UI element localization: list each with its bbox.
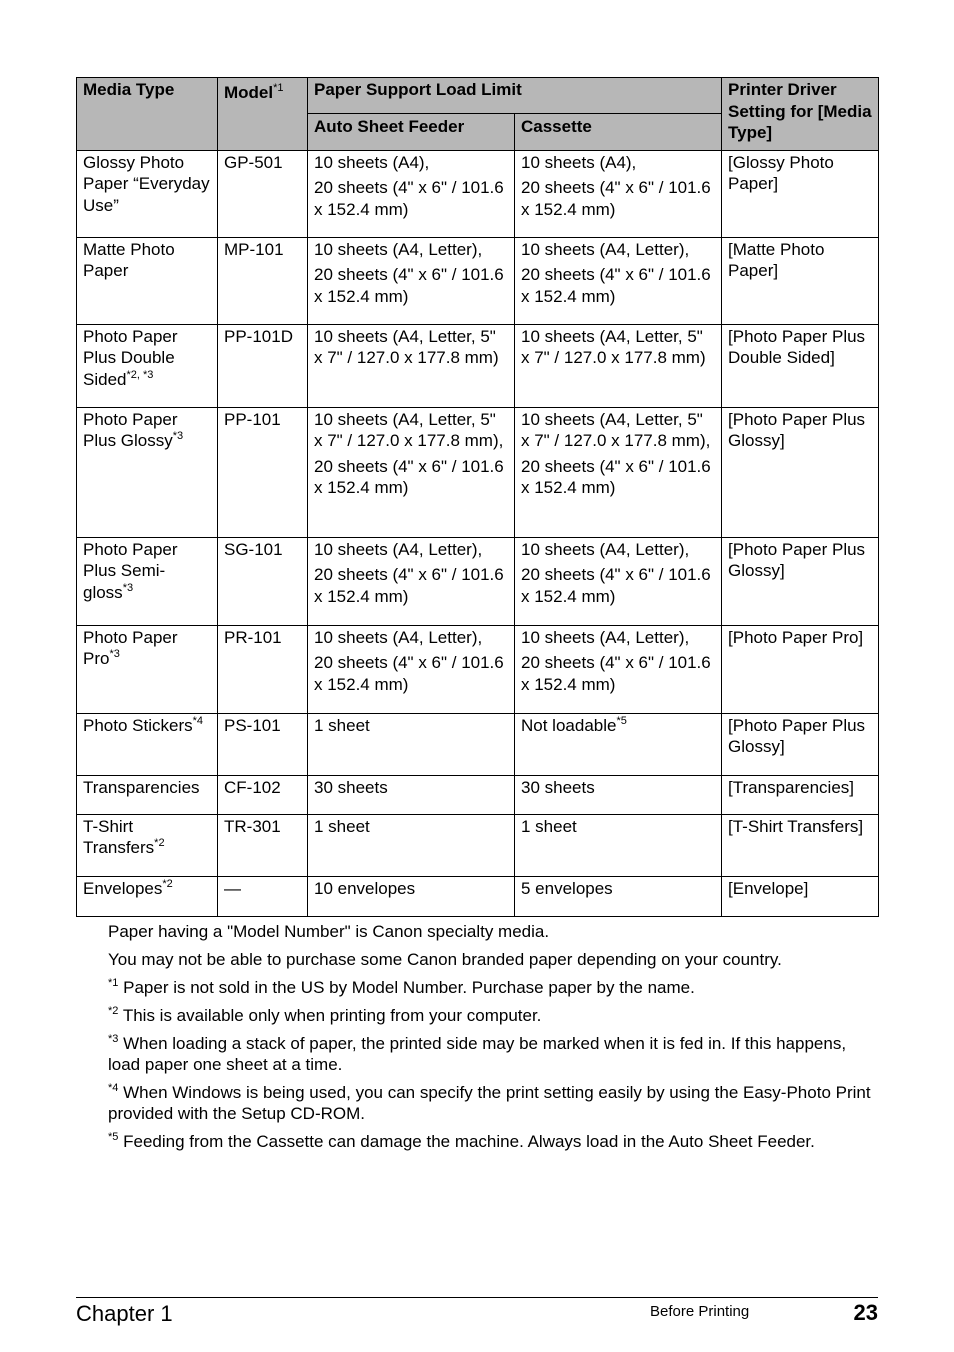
footnote-text: This is available only when printing from your computer.: [118, 1006, 542, 1025]
cassette-cell: [515, 537, 722, 625]
load-limit-value: 20 sheets (4" x 6" / 101.6 x 152.4 mm): [521, 456, 711, 497]
model-cell: TR-301: [218, 814, 308, 876]
driver-setting-cell: [Photo Paper Plus Glossy]: [722, 407, 879, 537]
model-cell: —: [218, 876, 308, 916]
header-model: [218, 78, 308, 151]
media-type-cell: [77, 407, 218, 537]
media-type-note: *3: [122, 581, 134, 594]
load-limit-text: 10 envelopes: [314, 878, 416, 898]
media-type-table: [76, 77, 879, 917]
media-type-label: Photo Paper Plus Double Sided: [83, 326, 178, 389]
load-limit-value: 10 sheets (A4),: [521, 152, 637, 172]
cassette-cell: [515, 713, 722, 775]
model-cell: PP-101D: [218, 324, 308, 407]
load-limit-value: 20 sheets (4" x 6" / 101.6 x 152.4 mm): [521, 178, 711, 219]
footnote-text: Feeding from the Cassette can damage the machine. Always load in the Auto Sheet Feeder.: [118, 1132, 815, 1151]
load-limit-value: 10 sheets (A4, Letter),: [521, 627, 690, 647]
auto-sheet-feeder-cell: [308, 814, 515, 876]
driver-setting-cell: [T-Shirt Transfers]: [722, 814, 879, 876]
media-type-label: Transparencies: [83, 777, 200, 797]
footnote-text: Paper is not sold in the US by Model Number. Purchase paper by the name.: [118, 978, 695, 997]
load-limit-text: [521, 264, 715, 307]
load-limit-text: [521, 627, 715, 649]
footer-rule: [76, 1297, 878, 1298]
media-type-cell: [77, 713, 218, 775]
load-limit-text: 10 sheets (A4, Letter, 5" x 7" / 127.0 x 177.8 mm): [314, 326, 499, 367]
auto-sheet-feeder-cell: [308, 407, 515, 537]
table-row: [77, 537, 879, 625]
load-limit-text: [521, 152, 715, 174]
load-limit-value: 30 sheets: [521, 777, 595, 797]
driver-setting-cell: [Photo Paper Plus Double Sided]: [722, 324, 879, 407]
footnote-text: When Windows is being used, you can specify the print setting easily by using the Easy-Photo Print provided with the Setup CD-ROM.: [108, 1083, 871, 1123]
auto-sheet-feeder-cell: [308, 150, 515, 237]
cassette-cell: [515, 407, 722, 537]
header-cassette: Cassette: [515, 114, 722, 150]
media-type-label: Photo Stickers: [83, 715, 193, 735]
load-limit-text: 1 sheet: [314, 816, 370, 836]
media-type-cell: [77, 324, 218, 407]
media-type-note: *2: [154, 837, 165, 849]
load-limit-text: [521, 777, 715, 799]
table-row: [77, 237, 879, 324]
media-type-note: *4: [192, 714, 204, 727]
load-limit-text: [521, 409, 715, 452]
media-type-cell: [77, 775, 218, 814]
load-limit-value: 1 sheet: [521, 816, 577, 836]
footnote-mark: *1: [108, 977, 119, 989]
load-limit-text: [521, 564, 715, 607]
header-auto-sheet-feeder: Auto Sheet Feeder: [308, 114, 515, 150]
media-type-label: Matte Photo Paper: [83, 239, 175, 280]
driver-setting-cell: [Photo Paper Pro]: [722, 625, 879, 713]
table-row: [77, 407, 879, 537]
driver-setting-cell: [Photo Paper Plus Glossy]: [722, 537, 879, 625]
media-type-note: *2, *3: [126, 368, 154, 381]
cassette-cell: [515, 814, 722, 876]
load-limit-text: 20 sheets (4" x 6" / 101.6 x 152.4 mm): [314, 265, 504, 306]
auto-sheet-feeder-cell: [308, 237, 515, 324]
cassette-cell: [515, 775, 722, 814]
model-cell: PP-101: [218, 407, 308, 537]
cassette-cell: [515, 324, 722, 407]
header-row-1: [77, 78, 879, 114]
load-limit-text: [521, 539, 715, 561]
media-type-cell: [77, 150, 218, 237]
auto-sheet-feeder-cell: [308, 775, 515, 814]
footnote: [108, 1005, 880, 1026]
load-limit-value: 5 envelopes: [521, 878, 613, 898]
load-limit-value: 20 sheets (4" x 6" / 101.6 x 152.4 mm): [521, 653, 711, 694]
load-limit-text: 20 sheets (4" x 6" / 101.6 x 152.4 mm): [314, 178, 504, 219]
table-row: [77, 150, 879, 237]
header-model-note: *1: [273, 82, 284, 94]
load-limit-text: [521, 652, 715, 695]
footnote-text: You may not be able to purchase some Canon branded paper depending on your country.: [108, 950, 782, 969]
page-number: 23: [853, 1300, 878, 1325]
auto-sheet-feeder-cell: [308, 537, 515, 625]
table-body: [77, 150, 879, 916]
media-type-cell: [77, 537, 218, 625]
section-label: Before Printing: [650, 1303, 750, 1320]
load-limit-text: 20 sheets (4" x 6" / 101.6 x 152.4 mm): [314, 456, 504, 497]
header-media-type: Media Type: [77, 78, 218, 151]
table-row: [77, 876, 879, 916]
media-type-label: T-Shirt Transfers: [83, 816, 155, 857]
cassette-note: *5: [616, 714, 627, 727]
footnote-text: Paper having a "Model Number" is Canon specialty media.: [108, 922, 550, 941]
footnote-mark: *5: [108, 1131, 119, 1143]
media-type-note: *3: [172, 430, 184, 442]
media-type-cell: [77, 237, 218, 324]
footnote: [108, 921, 880, 942]
auto-sheet-feeder-cell: [308, 324, 515, 407]
cassette-cell: [515, 150, 722, 237]
load-limit-text: [521, 177, 715, 220]
load-limit-text: 10 sheets (A4, Letter),: [314, 539, 483, 559]
load-limit-text: [521, 816, 715, 838]
driver-setting-cell: [Glossy Photo Paper]: [722, 150, 879, 237]
media-type-cell: [77, 814, 218, 876]
load-limit-text: 1 sheet: [314, 715, 370, 735]
cassette-cell: [515, 237, 722, 324]
auto-sheet-feeder-cell: [308, 713, 515, 775]
table-row: [77, 814, 879, 876]
footnote-mark: *3: [108, 1033, 119, 1045]
media-type-label: Photo Paper Pro: [83, 627, 178, 668]
model-cell: GP-501: [218, 150, 308, 237]
footnote: [108, 1082, 880, 1124]
media-type-cell: [77, 876, 218, 916]
media-type-label: Photo Paper Plus Semi-gloss: [83, 539, 178, 602]
footnote: [108, 949, 880, 970]
media-type-cell: [77, 625, 218, 713]
cassette-cell: [515, 625, 722, 713]
load-limit-text: 20 sheets (4" x 6" / 101.6 x 152.4 mm): [314, 653, 504, 694]
load-limit-value: 10 sheets (A4, Letter, 5" x 7" / 127.0 x 177.8 mm),: [521, 409, 711, 450]
model-cell: PS-101: [218, 713, 308, 775]
driver-setting-cell: [Envelope]: [722, 876, 879, 916]
table-row: [77, 324, 879, 407]
load-limit-value: 10 sheets (A4, Letter, 5" x 7" / 127.0 x 177.8 mm): [521, 326, 706, 367]
load-limit-value: Not loadable: [521, 715, 617, 735]
media-type-label: Photo Paper Plus Glossy: [83, 409, 178, 450]
auto-sheet-feeder-cell: [308, 625, 515, 713]
model-cell: PR-101: [218, 625, 308, 713]
media-type-note: *2: [162, 877, 173, 890]
load-limit-text: [521, 715, 715, 737]
header-model-label: Model: [224, 83, 274, 102]
table-row: [77, 775, 879, 814]
load-limit-value: 20 sheets (4" x 6" / 101.6 x 152.4 mm): [521, 565, 711, 606]
cassette-cell: [515, 876, 722, 916]
load-limit-text: [521, 878, 715, 900]
driver-setting-cell: [Matte Photo Paper]: [722, 237, 879, 324]
load-limit-text: 10 sheets (A4, Letter),: [314, 627, 483, 647]
load-limit-text: [521, 239, 715, 261]
footnote-mark: *4: [108, 1082, 119, 1094]
load-limit-text: 10 sheets (A4),: [314, 152, 430, 172]
media-type-label: Glossy Photo Paper “Everyday Use”: [83, 152, 210, 215]
footnote: [108, 1033, 880, 1075]
load-limit-value: 10 sheets (A4, Letter),: [521, 539, 690, 559]
media-type-note: *3: [109, 648, 120, 660]
footnote: [108, 977, 880, 998]
table-row: [77, 625, 879, 713]
model-cell: SG-101: [218, 537, 308, 625]
load-limit-value: 10 sheets (A4, Letter),: [521, 239, 690, 259]
footnote-text: When loading a stack of paper, the printed side may be marked when it is fed in. If this happens, load paper one sheet at a time.: [108, 1034, 847, 1074]
header-driver-setting: Printer Driver Setting for [Media Type]: [722, 78, 879, 151]
load-limit-text: 10 sheets (A4, Letter, 5" x 7" / 127.0 x 177.8 mm),: [314, 409, 504, 450]
load-limit-text: 10 sheets (A4, Letter),: [314, 239, 483, 259]
load-limit-text: [521, 456, 715, 499]
footnote-mark: *2: [108, 1005, 119, 1017]
driver-setting-cell: [Photo Paper Plus Glossy]: [722, 713, 879, 775]
chapter-label: Chapter 1: [76, 1301, 173, 1326]
footnote: [108, 1131, 880, 1152]
load-limit-text: 30 sheets: [314, 777, 388, 797]
driver-setting-cell: [Transparencies]: [722, 775, 879, 814]
load-limit-text: [521, 326, 715, 369]
load-limit-value: 20 sheets (4" x 6" / 101.6 x 152.4 mm): [521, 265, 711, 306]
model-cell: CF-102: [218, 775, 308, 814]
header-load-limit: Paper Support Load Limit: [308, 78, 722, 114]
load-limit-text: 20 sheets (4" x 6" / 101.6 x 152.4 mm): [314, 565, 504, 606]
model-cell: MP-101: [218, 237, 308, 324]
footnotes: [108, 921, 880, 1159]
auto-sheet-feeder-cell: [308, 876, 515, 916]
table-row: [77, 713, 879, 775]
media-type-label: Envelopes: [83, 878, 163, 898]
